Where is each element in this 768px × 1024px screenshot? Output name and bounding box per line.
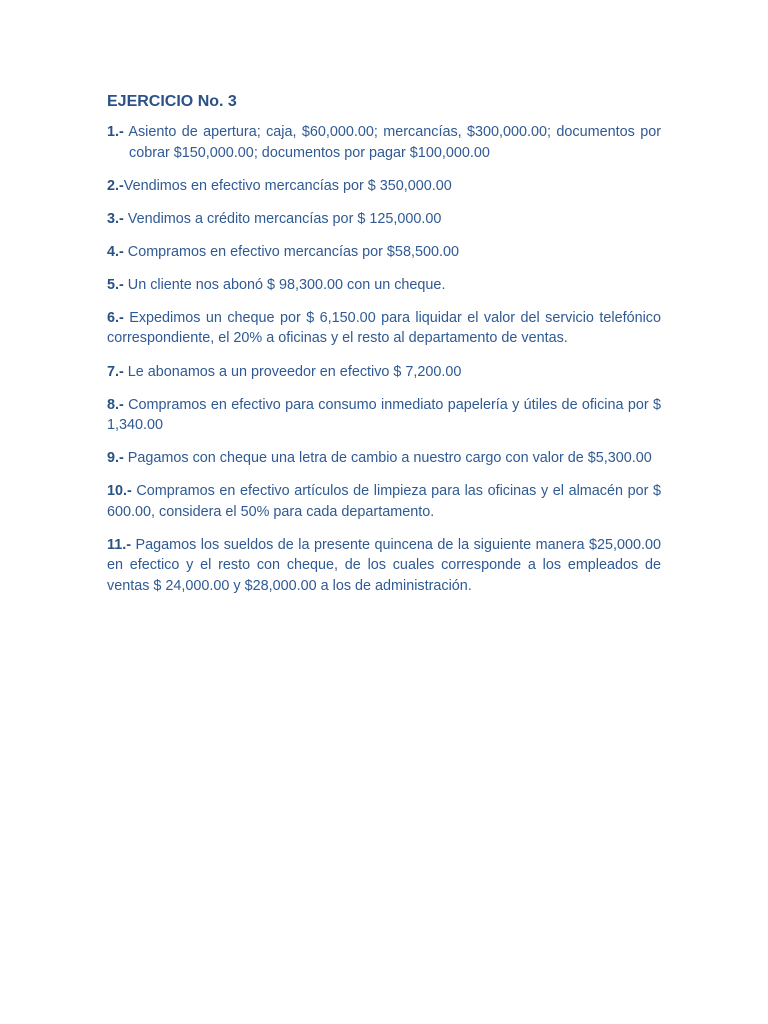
list-item [107, 242, 661, 263]
item-number: 4.- [107, 243, 124, 260]
item-text: Asiento de apertura; caja, $60,000.00; mercancías, $300,000.00; documentos por cobrar $150,000.00; documentos por pagar $100,000.00 [123, 124, 661, 161]
list-item [107, 176, 661, 197]
list-item [107, 308, 661, 349]
item-text: Pagamos con cheque una letra de cambio a nuestro cargo con valor de $5,300.00 [123, 450, 652, 467]
list-item [107, 275, 661, 296]
list-item [107, 448, 661, 469]
item-number: 6.- [107, 309, 124, 326]
item-text: Vendimos en efectivo mercancías por $ 350,000.00 [123, 177, 452, 194]
item-number: 11.- [107, 536, 132, 553]
list-item [107, 395, 661, 436]
item-number: 1.- [107, 124, 124, 140]
item-number: 8.- [107, 396, 124, 413]
document-page [107, 92, 661, 609]
item-text: Compramos en efectivo para consumo inmediato papelería y útiles de oficina por $ 1,340.00 [107, 396, 661, 434]
item-number: 5.- [107, 276, 124, 293]
item-text: Vendimos a crédito mercancías por $ 125,000.00 [123, 210, 442, 227]
list-item [107, 481, 661, 522]
item-text: Pagamos los sueldos de la presente quincena de la siguiente manera $25,000.00 en efectico y el resto con cheque, de los cuales corresponde a los empleados de ventas $ 24,000.00 y $28,000.00 a los de administración. [107, 536, 661, 594]
item-text: Un cliente nos abonó $ 98,300.00 con un cheque. [123, 276, 446, 293]
item-number: 3.- [107, 210, 124, 227]
list-item [107, 122, 661, 163]
item-text: Compramos en efectivo mercancías por $58,500.00 [123, 243, 459, 260]
page-title: EJERCICIO No. 3 [107, 93, 237, 110]
item-text: Compramos en efectivo artículos de limpieza para las oficinas y el almacén por $ 600.00, considera el 50% para cada departamento. [107, 483, 661, 520]
list-item [107, 535, 661, 597]
item-number: 10.- [107, 483, 132, 500]
item-number: 7.- [107, 363, 124, 380]
item-text: Expedimos un cheque por $ 6,150.00 para liquidar el valor del servicio telefónico correspondiente, el 20% a oficinas y el resto al departamento de ventas. [107, 309, 661, 347]
item-text: Le abonamos a un proveedor en efectivo $ 7,200.00 [123, 363, 462, 380]
item-number: 9.- [107, 450, 124, 467]
list-item [107, 362, 661, 383]
item-number: 2.- [107, 177, 124, 194]
list-item [107, 209, 661, 230]
